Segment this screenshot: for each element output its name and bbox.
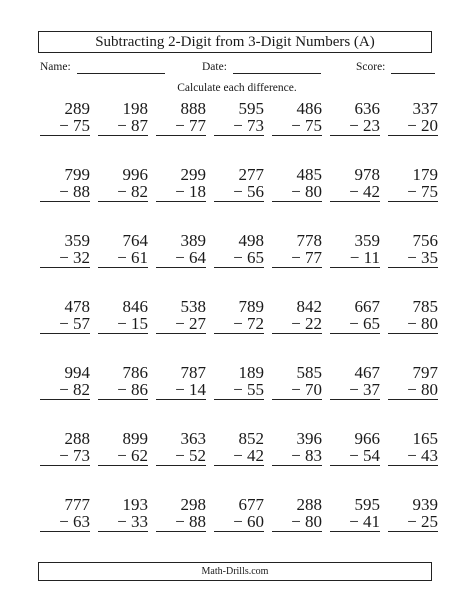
subtrahend [272,315,322,334]
minus-sign: − [117,314,127,333]
minus-sign: − [349,314,359,333]
subtrahend [156,447,206,466]
subtrahend-value: 82 [131,182,148,201]
minus-sign: − [291,314,301,333]
subtrahend-value: 27 [189,314,206,333]
minus-sign: − [407,446,417,465]
subtrahend-value: 72 [247,314,264,333]
subtrahend [40,315,90,334]
subtrahend [98,315,148,334]
subtrahend-value: 80 [421,314,438,333]
minuend: 486 [296,99,322,118]
minuend: 636 [354,99,380,118]
score-label: Score: [356,61,386,73]
minuend: 289 [64,99,90,118]
minuend: 787 [180,363,206,382]
subtrahend [98,381,148,400]
subtraction-problem [156,100,206,136]
subtrahend [98,447,148,466]
minuend: 595 [354,495,380,514]
minus-sign: − [175,116,185,135]
minuend: 467 [354,363,380,382]
minus-sign: − [407,314,417,333]
minuend: 359 [354,231,380,250]
minus-sign: − [291,116,301,135]
minuend: 667 [354,297,380,316]
subtrahend-value: 20 [421,116,438,135]
subtrahend-value: 70 [305,380,322,399]
minuend: 179 [412,165,438,184]
minuend: 797 [412,363,438,382]
subtrahend [98,249,148,268]
name-field [40,60,165,74]
subtrahend-value: 41 [363,512,380,531]
subtrahend-value: 56 [247,182,264,201]
subtraction-problem [214,232,264,268]
subtrahend-value: 88 [73,182,90,201]
subtrahend-value: 23 [363,116,380,135]
minus-sign: − [175,314,185,333]
subtraction-problem [98,298,148,334]
minus-sign: − [117,446,127,465]
minuend: 789 [238,297,264,316]
subtrahend [214,315,264,334]
subtrahend [388,447,438,466]
subtrahend-value: 73 [247,116,264,135]
minus-sign: − [175,248,185,267]
minuend: 585 [296,363,322,382]
subtrahend-value: 65 [363,314,380,333]
subtraction-problem [388,364,438,400]
subtrahend [40,249,90,268]
subtrahend [214,381,264,400]
subtrahend [156,381,206,400]
minuend: 277 [238,165,264,184]
subtrahend-value: 64 [189,248,206,267]
minus-sign: − [59,380,69,399]
minus-sign: − [407,182,417,201]
subtrahend-value: 87 [131,116,148,135]
subtraction-problem [330,430,380,466]
subtrahend-value: 18 [189,182,206,201]
subtraction-problem [98,166,148,202]
subtrahend [98,183,148,202]
subtrahend-value: 80 [421,380,438,399]
subtrahend [272,447,322,466]
subtraction-problem [388,232,438,268]
minuend: 288 [296,495,322,514]
subtraction-problem [156,298,206,334]
minus-sign: − [117,512,127,531]
subtraction-problem [330,232,380,268]
student-info-row [0,60,474,80]
minuend: 785 [412,297,438,316]
minus-sign: − [407,248,417,267]
subtrahend-value: 32 [73,248,90,267]
subtrahend-value: 42 [363,182,380,201]
minuend: 939 [412,495,438,514]
subtrahend-value: 25 [421,512,438,531]
subtrahend [40,117,90,136]
subtrahend [214,447,264,466]
subtraction-problem [214,430,264,466]
subtraction-problem [214,166,264,202]
subtraction-problem [388,298,438,334]
minus-sign: − [349,182,359,201]
subtraction-problem [388,100,438,136]
minuend: 165 [412,429,438,448]
subtraction-problem [330,100,380,136]
subtraction-problem [40,430,90,466]
subtrahend [272,249,322,268]
subtraction-problem [40,298,90,334]
subtrahend-value: 55 [247,380,264,399]
minus-sign: − [349,446,359,465]
subtraction-problem [40,496,90,532]
subtrahend [388,117,438,136]
subtraction-problem [156,364,206,400]
minuend: 359 [64,231,90,250]
subtraction-problem [214,298,264,334]
subtrahend [330,315,380,334]
subtrahend-value: 42 [247,446,264,465]
minus-sign: − [291,380,301,399]
subtraction-problem [40,232,90,268]
subtrahend [98,513,148,532]
minuend: 538 [180,297,206,316]
minus-sign: − [175,446,185,465]
minuend: 485 [296,165,322,184]
subtraction-problem [156,232,206,268]
score-blank-line [391,60,435,74]
subtrahend-value: 14 [189,380,206,399]
minuend: 198 [122,99,148,118]
subtrahend [330,249,380,268]
subtraction-problem [272,496,322,532]
subtraction-problem [98,364,148,400]
subtrahend [40,447,90,466]
minuend: 299 [180,165,206,184]
minus-sign: − [291,512,301,531]
minus-sign: − [233,314,243,333]
subtraction-problem [40,100,90,136]
subtraction-problem [40,364,90,400]
subtrahend-value: 35 [421,248,438,267]
subtraction-problem [330,364,380,400]
subtrahend-value: 75 [73,116,90,135]
subtraction-problem [156,496,206,532]
minuend: 899 [122,429,148,448]
subtraction-problem [330,298,380,334]
subtraction-problem [214,496,264,532]
minuend: 996 [122,165,148,184]
minuend: 498 [238,231,264,250]
subtraction-problem [156,430,206,466]
subtraction-problem [214,100,264,136]
subtrahend [272,513,322,532]
subtrahend-value: 62 [131,446,148,465]
subtrahend [214,183,264,202]
subtrahend [330,183,380,202]
subtrahend-value: 22 [305,314,322,333]
minus-sign: − [291,446,301,465]
minus-sign: − [59,314,69,333]
subtrahend [40,183,90,202]
subtrahend-value: 75 [421,182,438,201]
minus-sign: − [233,446,243,465]
subtrahend-value: 77 [189,116,206,135]
subtrahend [330,381,380,400]
minus-sign: − [291,248,301,267]
minus-sign: − [59,446,69,465]
minus-sign: − [233,116,243,135]
subtraction-problem [272,100,322,136]
minus-sign: − [233,380,243,399]
score-field [356,60,435,74]
subtrahend [40,513,90,532]
subtrahend [388,381,438,400]
minus-sign: − [117,116,127,135]
subtrahend [272,183,322,202]
minus-sign: − [233,512,243,531]
subtraction-problem [272,166,322,202]
minuend: 396 [296,429,322,448]
name-label: Name: [40,61,71,73]
minuend: 756 [412,231,438,250]
minuend: 778 [296,231,322,250]
instructions-text: Calculate each difference. [177,82,297,94]
subtrahend-value: 43 [421,446,438,465]
minuend: 677 [238,495,264,514]
minus-sign: − [175,512,185,531]
subtraction-problem [40,166,90,202]
subtraction-problem [98,100,148,136]
date-label: Date: [202,61,227,73]
minuend: 337 [412,99,438,118]
subtraction-problem [330,166,380,202]
minuend: 888 [180,99,206,118]
minus-sign: − [233,182,243,201]
minus-sign: − [349,116,359,135]
subtrahend-value: 82 [73,380,90,399]
minus-sign: − [349,512,359,531]
minus-sign: − [175,380,185,399]
subtrahend [272,117,322,136]
minuend: 764 [122,231,148,250]
subtrahend-value: 60 [247,512,264,531]
subtrahend [156,117,206,136]
minuend: 288 [64,429,90,448]
subtrahend-value: 80 [305,182,322,201]
subtrahend-value: 73 [73,446,90,465]
date-blank-line [233,60,321,74]
subtrahend [330,117,380,136]
subtrahend-value: 52 [189,446,206,465]
subtrahend-value: 86 [131,380,148,399]
subtrahend-value: 61 [131,248,148,267]
subtrahend [156,513,206,532]
minuend: 389 [180,231,206,250]
subtrahend-value: 57 [73,314,90,333]
minus-sign: − [59,248,69,267]
minuend: 189 [238,363,264,382]
subtrahend [214,513,264,532]
subtrahend [40,381,90,400]
minus-sign: − [349,380,359,399]
minuend: 777 [64,495,90,514]
minus-sign: − [407,380,417,399]
minus-sign: − [117,380,127,399]
worksheet-title: Subtracting 2-Digit from 3-Digit Numbers (A) [38,31,432,53]
date-field [202,60,321,74]
minus-sign: − [117,248,127,267]
subtrahend [272,381,322,400]
subtrahend-value: 77 [305,248,322,267]
minus-sign: − [59,116,69,135]
minuend: 193 [122,495,148,514]
subtraction-problem [98,496,148,532]
minus-sign: − [291,182,301,201]
subtrahend-value: 65 [247,248,264,267]
minuend: 846 [122,297,148,316]
subtrahend-value: 75 [305,116,322,135]
subtrahend-value: 33 [131,512,148,531]
subtraction-problem [156,166,206,202]
subtrahend-value: 63 [73,512,90,531]
subtraction-problem [330,496,380,532]
subtrahend [156,315,206,334]
minus-sign: − [407,512,417,531]
minuend: 478 [64,297,90,316]
minus-sign: − [117,182,127,201]
subtraction-problem [214,364,264,400]
subtrahend [156,249,206,268]
minuend: 786 [122,363,148,382]
minuend: 852 [238,429,264,448]
subtrahend [214,117,264,136]
name-blank-line [77,60,165,74]
minuend: 842 [296,297,322,316]
minuend: 994 [64,363,90,382]
minuend: 595 [238,99,264,118]
subtraction-problem [272,298,322,334]
subtrahend [156,183,206,202]
minuend: 363 [180,429,206,448]
subtrahend [388,513,438,532]
subtrahend [388,183,438,202]
minus-sign: − [59,512,69,531]
subtrahend-value: 80 [305,512,322,531]
minuend: 966 [354,429,380,448]
subtraction-problem [272,430,322,466]
subtraction-problem [98,232,148,268]
subtrahend [388,249,438,268]
subtraction-problem [272,232,322,268]
subtraction-problem [388,430,438,466]
subtraction-problem [98,430,148,466]
subtrahend [214,249,264,268]
minus-sign: − [407,116,417,135]
subtrahend-value: 83 [305,446,322,465]
minuend: 298 [180,495,206,514]
footer-site-credit: Math-Drills.com [38,562,432,581]
subtrahend [388,315,438,334]
minus-sign: − [59,182,69,201]
minuend: 799 [64,165,90,184]
subtrahend-value: 11 [363,248,380,267]
subtrahend-value: 15 [131,314,148,333]
minus-sign: − [175,182,185,201]
subtraction-problem [388,166,438,202]
subtrahend [330,513,380,532]
minus-sign: − [233,248,243,267]
subtrahend [330,447,380,466]
minus-sign: − [349,248,360,267]
subtraction-problem [272,364,322,400]
subtrahend-value: 37 [363,380,380,399]
subtrahend-value: 54 [363,446,380,465]
minuend: 978 [354,165,380,184]
subtrahend-value: 88 [189,512,206,531]
subtraction-problem [388,496,438,532]
subtrahend [98,117,148,136]
